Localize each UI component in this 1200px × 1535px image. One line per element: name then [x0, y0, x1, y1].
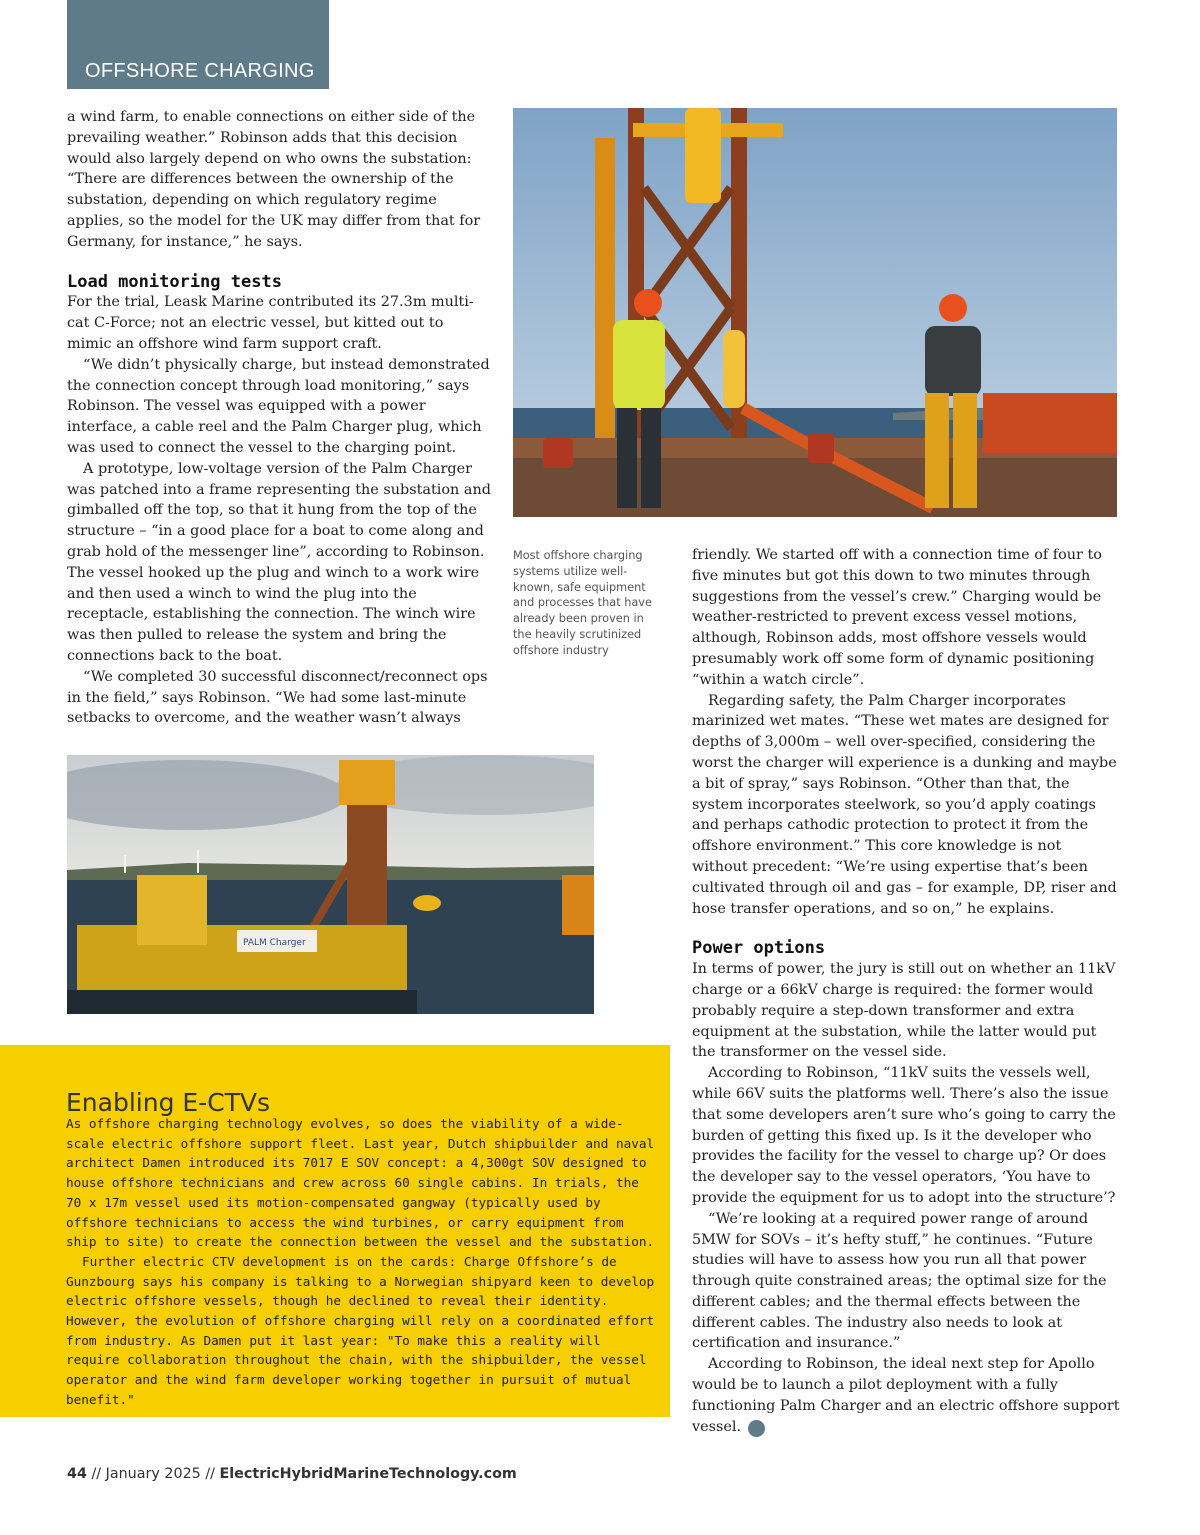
photo-crew-svg — [513, 108, 1117, 517]
left-column — [67, 107, 491, 729]
paragraph: A prototype, low-voltage version of the Palm Charger was patched into a frame representing the substation and gimballed off the top, so that it hung from the top of the structure – “in a good place for a boat to come along and grab hold of the messenger line”, according to Robinson. The vessel hooked up the plug and winch to a work wire and then used a winch to wind the plug into the receptacle, establishing the connection. The winch wire was then pulled to release the system and bring the connections back to the boat. — [67, 460, 491, 664]
paragraph-final-text: According to Robinson, the ideal next step for Apollo would be to launch a pilot deployment with a fully functioning Palm Charger and an electric offshore support vessel. — [692, 1356, 1120, 1435]
paragraph: In terms of power, the jury is still out on whether an 11kV charge or a 66kV charge is required: the former would probably require a step-down transformer and extra equipment at the substation, while the latter would put the transformer on the vessel side. — [692, 961, 1116, 1061]
photo-barge-svg — [67, 755, 594, 1014]
paragraph: Regarding safety, the Palm Charger incorporates marinized wet mates. “These wet mates are designed for depths of 3,000m – well over-specified, considering the worst the charger will experience is a dunking and maybe a bit of spray,” says Robinson. “Other than that, the system incorporates steelwork, so you’d apply coatings and perhaps cathodic protection to protect it from the offshore environment.” This core knowledge is not without precedent: “We’re using expertise that’s been cultivated through oil and gas – for example, DP, riser and hose transfer operations, and so on,” he explains. — [692, 692, 1117, 917]
section-label: OFFSHORE CHARGING — [85, 60, 315, 82]
subhead-load-monitoring: Load monitoring tests — [67, 271, 282, 292]
intro-paragraph: a wind farm, to enable connections on either side of the prevailing weather.” Robinson adds that this decision would also largely depend on who owns the substation: “There are differences between the ownership of the substation, depending on which regulatory regime applies, so the model for the UK may differ from that for Germany, for instance,” he says. — [67, 109, 481, 250]
sidebar-paragraph: Further electric CTV development is on the cards: Charge Offshore’s de Gunzbourg says his company is talking to a Norwegian shipyard keen to develop electric offshore vessels, though he declined to reveal their identity. However, the evolution of offshore charging will rely on a coordinated effort from industry. As Damen put it last year: "To make this a reality will require collaboration throughout the chain, with the shipbuilder, the vessel operator and the wind farm developer working together in pursuit of mutual benefit." — [66, 1253, 655, 1407]
website-url[interactable]: ElectricHybridMarineTechnology.com — [219, 1466, 517, 1482]
end-mark-plus-icon: + — [748, 1420, 765, 1437]
paragraph: “We didn’t physically charge, but instead demonstrated the connection concept through load monitoring,” says Robinson. The vessel was equipped with a power interface, a cable reel and the Palm Charger plug, which was used to connect the vessel to the charging point. — [67, 356, 490, 456]
paragraph: According to Robinson, “11kV suits the vessels well, while 66V suits the platforms well. There’s also the issue that some developers aren’t sure who’s going to carry the burden of getting this fixed up. Is it the developer who provides the facility for the vessel to charge up? Or does the developer say to the vessel operators, ‘You have to provide the equipment for us to adopt into the structure’? — [692, 1065, 1116, 1206]
section-tab — [67, 0, 329, 89]
page-footer — [67, 1466, 517, 1482]
paragraph: “We’re looking at a required power range of around 5MW for SOVs – it’s hefty stuff,” he continues. “Future studies will have to assess how you run all that power through quite constrained areas; the optimal size for the different cables; and the thermal effects between the different cables. The industry also needs to look at certification and insurance.” — [692, 1210, 1107, 1352]
subhead-power-options: Power options — [692, 938, 826, 959]
paragraph: friendly. We started off with a connection time of four to five minutes but got this down to two minutes through suggestions from the vessel’s crew.” Charging would be weather-restricted to prevent excess vessel motions, although, Robinson adds, most offshore vessels would presumably work off some form of dynamic positioning “within a watch circle”. — [692, 547, 1102, 688]
photo-caption: Most offshore charging systems utilize well-known, safe equipment and processes that have already been proven in the heavily scrutinized offshore industry — [513, 549, 652, 657]
photo-crew-on-deck — [513, 108, 1117, 517]
right-column — [692, 545, 1120, 1437]
page-number: 44 — [67, 1466, 87, 1482]
sidebar-box — [0, 1045, 670, 1417]
footer-separator: // — [86, 1466, 106, 1482]
photo-charging-barge — [67, 755, 594, 1014]
barge-sign-text: PALM Charger — [243, 938, 306, 948]
paragraph: For the trial, Leask Marine contributed its 27.3m multi-cat C-Force; not an electric vessel, but kitted out to mimic an offshore wind farm support craft. — [67, 294, 474, 352]
sidebar-body — [66, 1114, 656, 1410]
paragraph-final — [692, 1354, 1120, 1437]
sidebar-title: Enabling E-CTVs — [66, 1087, 271, 1117]
footer-separator: // — [200, 1466, 220, 1482]
paragraph: “We completed 30 successful disconnect/reconnect ops in the field,” says Robinson. “We had some last-minute setbacks to overcome, and the weather wasn’t always — [67, 668, 488, 727]
sidebar-paragraph: As offshore charging technology evolves, so does the viability of a wide-scale electric offshore support fleet. Last year, Dutch shipbuilder and naval architect Damen introduced its 7017 E SOV concept: a 4,300gt SOV designed to house offshore technicians and crew across 60 single cabins. In trials, the 70 x 17m vessel used its motion-compensated gangway (typically used by offshore technicians to access the wind turbines, or carry equipment from ship to site) to create the connection between the vessel and the substation. — [66, 1116, 655, 1250]
issue-date: January 2025 — [105, 1466, 201, 1482]
